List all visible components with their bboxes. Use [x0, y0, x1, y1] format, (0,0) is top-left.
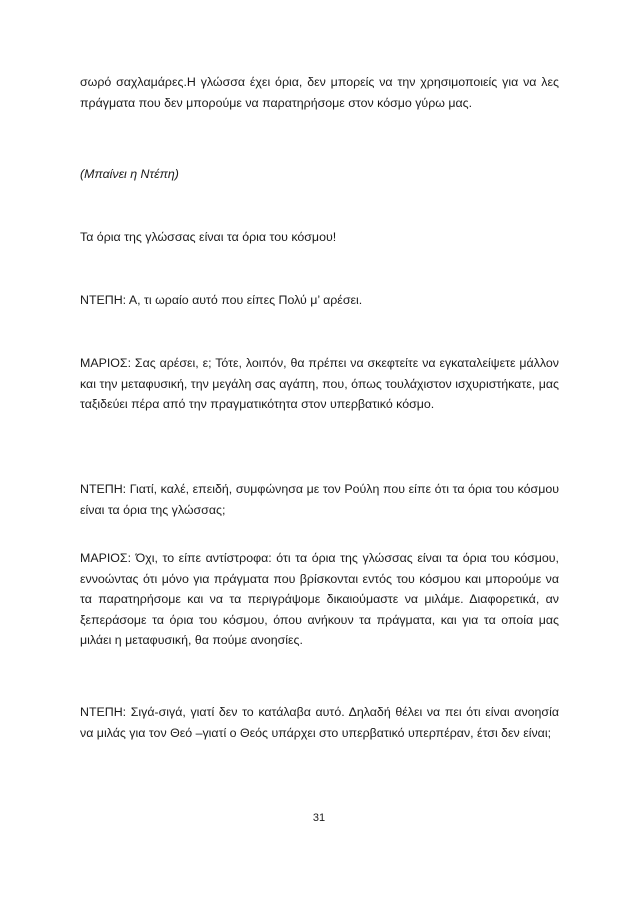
- page-number: 31: [312, 812, 326, 824]
- dialogue-ntepi-2: ΝΤΕΠΗ: Γιατί, καλέ, επειδή, συμφώνησα με τον Ρούλη που είπε ότι τα όρια του κόσμου είναι τα όρια της γλώσσας;: [80, 482, 559, 517]
- paragraph-quote: Τα όρια της γλώσσας είναι τα όρια του κόσμου!: [80, 230, 337, 244]
- dialogue-marios-2: ΜΑΡΙΟΣ: Όχι, το είπε αντίστροφα: ότι τα όρια της γλώσσας είναι τα όρια του κόσμου, εννοώντας ότι μόνο για πράγματα που βρίσκονται εντός του κόσμου και μπορούμε να τα παρατηρήσομε και να τα περιγράψομε δικαιούμαστε να μιλάμε. Διαφορετικά, αν ξεπεράσομε τα όρια του κόσμου, όπου ανήκουν τα πράγματα, και για τα οποία μας μιλάει η μεταφυσική, θα πούμε ανοησίες.: [80, 551, 559, 648]
- dialogue-marios-1: ΜΑΡΙΟΣ: Σας αρέσει, ε; Τότε, λοιπόν, θα πρέπει να σκεφτείτε να εγκαταλείψετε μάλλον και την μεταφυσική, την μεγάλη σας αγάπη, που, όπως τουλάχιστον ισχυριστήκατε, μας ταξιδεύει πέρα από την πραγματικότητα στον υπερβατικό κόσμο.: [80, 356, 559, 412]
- dialogue-ntepi-1: ΝΤΕΠΗ: Α, τι ωραίο αυτό που είπες Πολύ μ’ αρέσει.: [80, 293, 363, 307]
- stage-direction: (Μπαίνει η Ντέπη): [80, 167, 179, 181]
- paragraph-narrative: σωρό σαχλαμάρες.Η γλώσσα έχει όρια, δεν μπορείς να την χρησιμοποιείς για να λες πράγματα που δεν μπορούμε να παρατηρήσομε στον κόσμο γύρω μας.: [80, 75, 559, 110]
- dialogue-ntepi-3: ΝΤΕΠΗ: Σιγά-σιγά, γιατί δεν το κατάλαβα αυτό. Δηλαδή θέλει να πει ότι είναι ανοησία να μιλάς για τον Θεό –γιατί ο Θεός υπάρχει στο υπερβατικό υπερπέραν, έτσι δεν είναι;: [80, 705, 559, 740]
